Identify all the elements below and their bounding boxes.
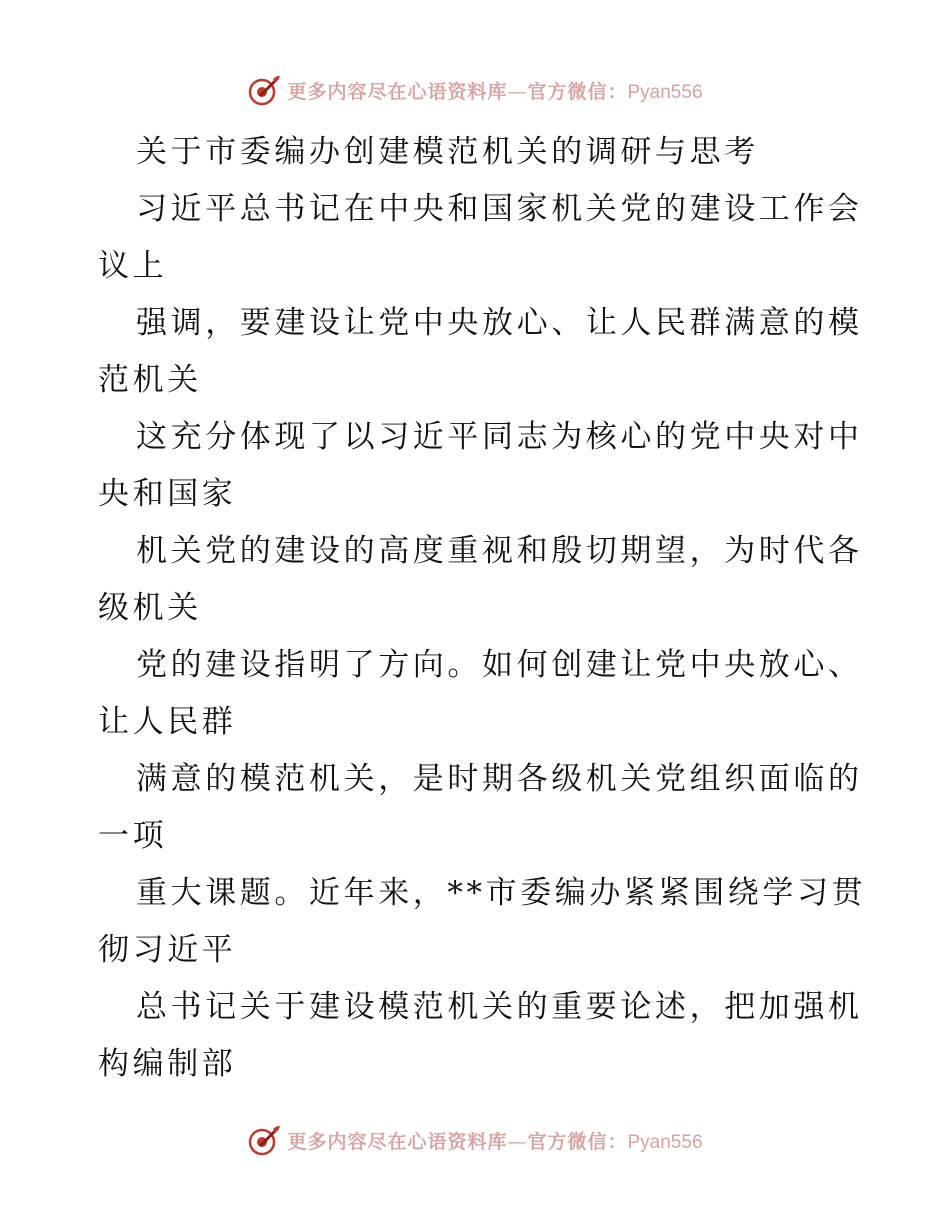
banner-wechat-label: 官方微信： <box>527 80 628 103</box>
text-line: 一项 <box>98 818 168 854</box>
text-line: 央和国家 <box>98 476 237 512</box>
text-line: 满意的模范机关，是时期各级机关党组织面临的 <box>136 761 863 797</box>
text-line: 重大课题。近年来，**市委编办紧紧围绕学习贯 <box>136 875 867 911</box>
banner-wechat-id: Pyan556 <box>627 81 703 103</box>
footer-banner <box>0 1120 950 1160</box>
text-line: 构编制部 <box>98 1046 237 1082</box>
text-line: 让人民群 <box>98 704 237 740</box>
text-line: 这充分体现了以习近平同志为核心的党中央对中 <box>136 419 863 455</box>
banner-wechat-id: Pyan556 <box>627 1131 703 1153</box>
banner-main-text: 更多内容尽在心语资料库 <box>287 80 508 103</box>
header-banner <box>0 70 950 110</box>
banner-main-text: 更多内容尽在心语资料库 <box>287 1130 508 1153</box>
document-title: 关于市委编办创建模范机关的调研与思考 <box>136 134 759 170</box>
text-line: 党的建设指明了方向。如何创建让党中央放心、 <box>136 647 863 683</box>
document-body <box>98 124 867 1093</box>
quill-pen-logo-icon <box>247 1123 281 1157</box>
quill-pen-logo-icon <box>247 73 281 107</box>
text-line: 总书记关于建设模范机关的重要论述，把加强机 <box>136 989 863 1025</box>
banner-wechat-label: 官方微信： <box>527 1130 628 1153</box>
text-line: 级机关 <box>98 590 202 626</box>
banner-text <box>287 1127 702 1154</box>
text-line: 机关党的建设的高度重视和殷切期望，为时代各 <box>136 533 863 569</box>
banner-dash: — <box>507 80 528 103</box>
text-line: 彻习近平 <box>98 932 237 968</box>
text-line: 议上 <box>98 248 168 284</box>
text-line: 习近平总书记在中央和国家机关党的建设工作会 <box>136 191 863 227</box>
banner-dash: — <box>507 1130 528 1153</box>
banner-text <box>287 77 702 104</box>
text-line: 范机关 <box>98 362 202 398</box>
text-line: 强调，要建设让党中央放心、让人民群满意的模 <box>136 305 863 341</box>
